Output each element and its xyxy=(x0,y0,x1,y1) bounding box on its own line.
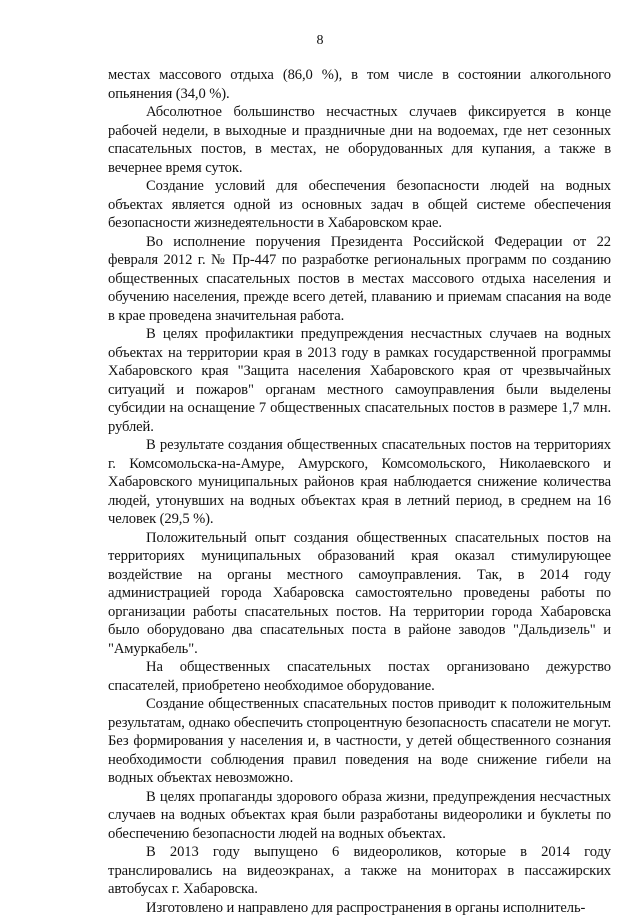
paragraph-12: Изготовлено и направлено для распространения в органы исполнитель- xyxy=(108,899,611,917)
paragraph-10: В целях пропаганды здорового образа жизни, предупреждения несчастных случаев на водных объектах края были разработаны видеоролики и буклеты по обеспечению безопасности людей на водных объектах. xyxy=(108,788,611,844)
paragraph-5: В целях профилактики предупреждения несчастных случаев на водных объектах на территории края в 2013 году в рамках государственной программы Хабаровского края "Защита населения Хабаровского края от чрезвычайных ситуаций и пожаров" органам местного самоуправления были выделены субсидии на оснащение 7 общественных спасательных постов в размере 1,7 млн. рублей. xyxy=(108,325,611,436)
paragraph-8: На общественных спасательных постах организовано дежурство спасателей, приобретено необходимое оборудование. xyxy=(108,658,611,695)
paragraph-1: местах массового отдыха (86,0 %), в том числе в состоянии алкогольного опьянения (34,0 %). xyxy=(108,66,611,103)
page-number: 8 xyxy=(0,33,640,49)
paragraph-2: Абсолютное большинство несчастных случаев фиксируется в конце рабочей недели, в выходные и праздничные дни на водоемах, где нет сезонных спасательных постов, в местах, не оборудованных для купания, а также в вечернее время суток. xyxy=(108,103,611,177)
paragraph-11: В 2013 году выпущено 6 видеороликов, которые в 2014 году транслировались на видеоэкранах, а также на мониторах в пассажирских автобусах г. Хабаровска. xyxy=(108,843,611,899)
document-body xyxy=(108,66,611,917)
paragraph-6: В результате создания общественных спасательных постов на территориях г. Комсомольска-на-Амуре, Амурского, Комсомольского, Николаевского и Хабаровского муниципальных районов края наблюдается снижение количества людей, утонувших на водных объектах края в летний период, в среднем на 16 человек (29,5 %). xyxy=(108,436,611,529)
paragraph-4: Во исполнение поручения Президента Российской Федерации от 22 февраля 2012 г. № Пр-447 по разработке региональных программ по созданию общественных спасательных постов в местах массового отдыха населения и обучению населения, прежде всего детей, плаванию и приемам спасания на воде в крае проведена значительная работа. xyxy=(108,233,611,326)
paragraph-9: Создание общественных спасательных постов приводит к положительным результатам, однако обеспечить стопроцентную безопасность спасатели не могут. Без формирования у населения и, в частности, у детей общественного сознания необходимости соблюдения правил поведения на воде снижение гибели на водных объектах невозможно. xyxy=(108,695,611,788)
paragraph-7: Положительный опыт создания общественных спасательных постов на территориях муниципальных образований края оказал стимулирующее воздействие на органы местного самоуправления. Так, в 2014 году администрацией города Хабаровска самостоятельно проведены работы по организации работы спасательных постов. На территории города Хабаровска было оборудовано два спасательных поста в районе заводов "Дальдизель" и "Амуркабель". xyxy=(108,529,611,659)
paragraph-3: Создание условий для обеспечения безопасности людей на водных объектах является одной из основных задач в общей системе обеспечения безопасности жизнедеятельности в Хабаровском крае. xyxy=(108,177,611,233)
